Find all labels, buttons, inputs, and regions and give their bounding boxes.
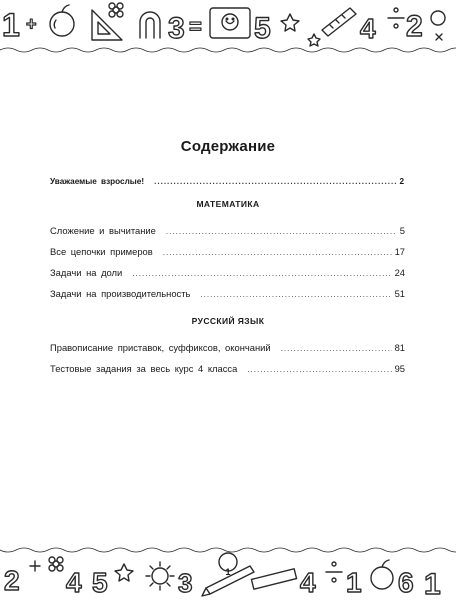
page-number: 1: [225, 567, 231, 577]
digit-doodle: 4: [66, 567, 82, 598]
toc-entry[interactable]: [50, 267, 405, 278]
digit-doodle: 1: [346, 567, 362, 598]
digit-doodle: 4: [300, 567, 316, 598]
toc-entry-label: Правописание приставок, суффиксов, окончаний: [50, 342, 271, 353]
wavy-line: [0, 548, 456, 552]
digit-doodle: 1: [2, 7, 20, 43]
toc-entry[interactable]: [50, 342, 405, 353]
toc-page-number: 5: [399, 225, 405, 236]
magnet-icon: [140, 12, 160, 38]
star-icon: [308, 34, 320, 46]
dot-leader: [200, 290, 391, 299]
digit-doodle: 5: [254, 12, 271, 45]
dot-leader: [132, 269, 391, 278]
calculator-icon: [210, 8, 250, 38]
toc-entry-label: Все цепочки примеров: [50, 246, 153, 257]
dot-leader: [281, 344, 392, 353]
flower-icon: [109, 3, 123, 17]
toc-page-number: 17: [394, 246, 405, 257]
dot-leader: [154, 177, 396, 186]
dot-leader: [163, 248, 392, 257]
top-doodle-border: [0, 0, 456, 56]
apple-icon: [371, 560, 393, 589]
digit-doodle: 2: [4, 565, 20, 596]
sun-icon: [146, 562, 174, 590]
dot-leader: [247, 365, 391, 374]
digit-doodle: 1: [424, 568, 441, 600]
ruler-icon: [251, 569, 296, 589]
toc-page-number: 2: [399, 177, 404, 186]
toc-page-number: 24: [394, 267, 405, 278]
digit-doodle: 2: [406, 10, 423, 43]
toc-entry-label: Уважаемые взрослые!: [50, 177, 145, 186]
toc-page-number: 51: [394, 288, 405, 299]
star-icon: [281, 14, 299, 31]
plus-doodle: +: [26, 14, 37, 34]
toc-entry[interactable]: [50, 288, 405, 299]
digit-doodle: 3: [168, 12, 185, 45]
digit-doodle: 5: [92, 567, 108, 598]
digit-doodle: 3: [178, 568, 193, 598]
digit-doodle: 4: [360, 13, 376, 44]
section-heading-russian: РУССКИЙ ЯЗЫК: [191, 316, 265, 326]
plus-doodle: [30, 561, 40, 571]
section-heading-math: МАТЕМАТИКА: [196, 199, 260, 209]
toc-entry[interactable]: [50, 246, 405, 257]
toc-entry-label: Тестовые задания за весь курс 4 класса: [50, 363, 238, 374]
flower-icon: [49, 557, 63, 571]
dot-leader: [166, 227, 397, 236]
wavy-line: [0, 48, 456, 52]
page-title: Содержание: [180, 138, 276, 155]
toc-entry-intro[interactable]: [50, 177, 404, 186]
digit-doodle: 6: [398, 567, 414, 598]
toc-entry-label: Задачи на доли: [50, 267, 123, 278]
toc-entry-label: Задачи на производительность: [50, 288, 191, 299]
division-icon: [388, 8, 404, 28]
circle-doodle: [431, 11, 445, 25]
toc-entry-label: Сложение и вычитание: [50, 225, 156, 236]
toc-page-number: 81: [394, 342, 405, 353]
equals-doodle: =: [189, 14, 202, 39]
ruler-icon: [322, 8, 356, 36]
division-icon: [326, 562, 342, 582]
toc-page-number: 95: [394, 363, 405, 374]
toc-entry[interactable]: [50, 225, 405, 236]
star-icon: [115, 564, 133, 581]
toc-entry[interactable]: [50, 363, 405, 374]
apple-icon: [50, 5, 74, 36]
times-doodle: [436, 34, 442, 40]
